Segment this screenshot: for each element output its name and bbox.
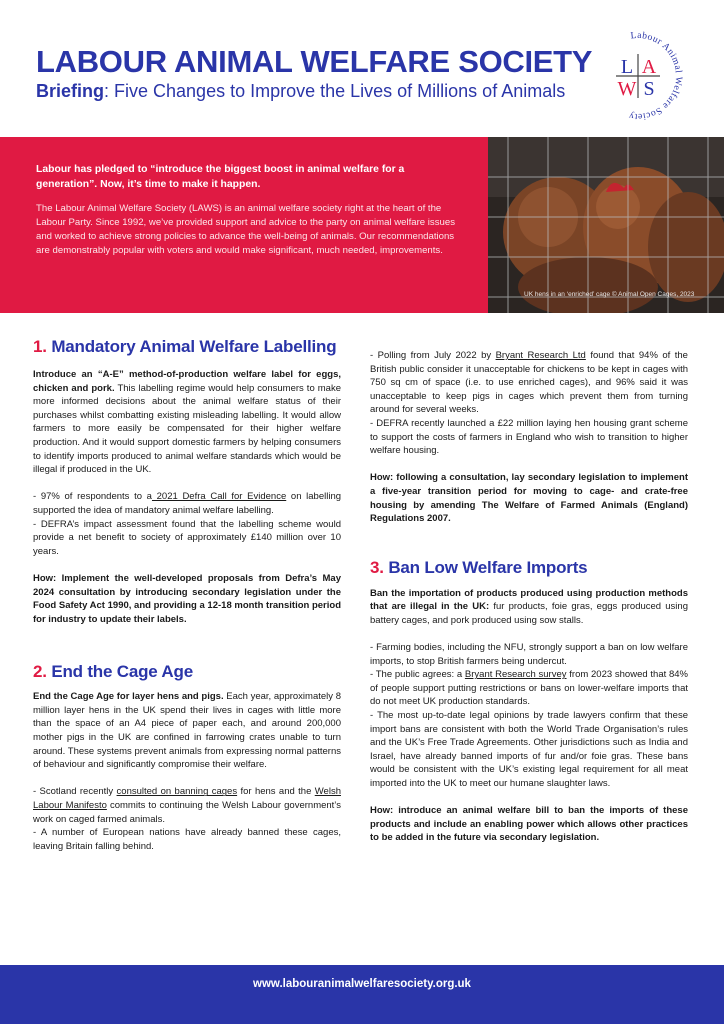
section-3-title (370, 558, 688, 578)
intro-lead: Labour has pledged to “introduce the biggest boost in animal welfare for a generation”. Now, it’s time to make it happen. (36, 164, 405, 190)
photo-caption: UK hens in an ‘enriched’ cage © Animal Open Cages, 2023 (524, 291, 695, 298)
section-2-intro-bold: End the Cage Age for layer hens and pigs. (33, 691, 224, 703)
right-column (370, 349, 688, 845)
scotland-consultation-link[interactable]: consulted on banning cages (116, 786, 238, 798)
section-3-bullet-3: - The most up-to-date legal opinions by trade lawyers confirm that these import bans are consistent with both the World Trade Organisation’s rules and the UK’s Free Trade Agreements. Other jurisdictions such as India and Israel, have already banned imports of fur and/or foie gras. These bans would be consistent with the UK’s existing legal requirement for all meat imported into the UK to meet our humane slaughter laws. (370, 710, 688, 790)
section-3-how: How: introduce an animal welfare bill to ban the imports of these products and include an enabling power which allows other practices to be added in the future via secondary legislation. (370, 805, 688, 844)
section-1-bullet-2: - DEFRA’s impact assessment found that the labelling scheme would provide a net benefit to society of approximately £140 million over 10 years. (33, 518, 341, 557)
section-3-heading: Ban Low Welfare Imports (388, 557, 588, 577)
section-3-number: 3. (370, 557, 384, 577)
section-3-intro-rest: fur products, foie gras, eggs produced using battery cages, and pork produced using sow stalls. (370, 601, 688, 626)
section-2-heading: End the Cage Age (51, 662, 193, 682)
section-1-title (33, 337, 341, 357)
section-1-number: 1. (33, 337, 47, 356)
section-3-intro-bold: Ban the importation of products produced using production methods that are illegal in the UK: (370, 587, 688, 613)
footer-bar (0, 965, 724, 1024)
section-2-title (33, 662, 341, 682)
defra-call-for-evidence-link[interactable]: 2021 Defra Call for Evidence (151, 491, 287, 503)
section-2-bullet-1: - Scotland recently consulted on banning cages for hens and the Welsh Labour Manifesto commits to continuing the Welsh Labour government’s work on caged farmed animals. (33, 786, 341, 825)
section-2-how: How: following a consultation, lay secondary legislation to implement a five-year transition period for moving to cage- and crate-free housing by amending The Welfare of Farmed Animals (England) Regulations 2007. (370, 472, 688, 525)
welsh-labour-manifesto-link[interactable]: Welsh Labour Manifesto (33, 786, 341, 812)
section-3-bullet-1: - Farming bodies, including the NFU, strongly support a ban on low welfare imports, to stop British farmers being undercut. (370, 642, 688, 667)
section-2-bullet-4: - DEFRA recently launched a £22 million laying hen housing grant scheme to support the costs of farmers in England who wish to transition to higher welfare housing. (370, 417, 688, 457)
section-3-intro (370, 587, 688, 628)
section-1-intro-rest: This labelling regime would help consumers to make more informed decisions about the animal welfare status of their purchases whilst combatting existing misleading labelling. It would allow farmers to more easily be compensated for their higher welfare production. And it would support domestic farmers by helping consumers to identify imports produced to animal welfare standards which would be illegal if produced in the UK. (33, 382, 342, 476)
svg-text:L: L (620, 56, 634, 78)
bryant-research-survey-link[interactable]: Bryant Research survey (464, 669, 567, 681)
section-2-number: 2. (33, 662, 47, 682)
section-1-how: How: Implement the well-developed proposals from Defra’s May 2024 consultation by introducing secondary legislation under the Food Safety Act 1990, and providing a 12-18 month transition period for industry to update their labels. (33, 572, 341, 625)
caged-hens-photo (488, 137, 724, 313)
bryant-research-ltd-link[interactable]: Bryant Research Ltd (495, 350, 586, 361)
section-2-bullet-3: - Polling from July 2022 by Bryant Research Ltd found that 94% of the British public consider it unacceptable for chickens to be kept in cages with 750 sq cm of space (i.e. to use enriched cages), and 96% said it was unacceptable to keep pigs in cages which prevent them from turning around for several weeks. (370, 350, 688, 416)
section-1-intro-bold: Introduce an “A-E” method-of-production welfare label for eggs, chicken and pork. (33, 369, 341, 394)
section-1-intro (33, 368, 341, 477)
svg-text:S: S (643, 78, 655, 100)
svg-text:W: W (617, 78, 637, 100)
section-2-intro (33, 690, 341, 772)
subtitle-text: : Five Changes to Improve the Lives of Millions of Animals (104, 81, 566, 101)
intro-text (36, 163, 466, 258)
section-1-heading: Mandatory Animal Welfare Labelling (51, 337, 337, 356)
laws-logo (590, 28, 686, 124)
left-column (33, 337, 341, 853)
subtitle-label: Briefing (36, 81, 105, 101)
section-1-bullet-1: - 97% of respondents to a 2021 Defra Call for Evidence on labelling supported the idea of mandatory animal welfare labelling. (33, 491, 342, 516)
page-title: LABOUR ANIMAL WELFARE SOCIETY (36, 44, 593, 79)
svg-text:A: A (641, 56, 657, 78)
section-2-intro-rest: Each year, approximately 8 million layer hens in the UK spend their lives in cages with little more than the space of an A4 piece of paper each, and around 200,000 mother pigs in the UK are confined in farrowing crates unable to turn around. These systems prevent animals from expressing normal patterns of behaviour and significantly compromise their welfare. (33, 691, 341, 771)
intro-body: The Labour Animal Welfare Society (LAWS) is an animal welfare society right at the heart of the Labour Party. Since 1992, we’ve provided support and advice to the party on animal welfare issues and worked to achieve strong policies to advance the well-being of animals. Our recommendations are demonstrably popular with voters and would make significant, much needed, improvements. (36, 203, 455, 256)
page-subtitle (36, 81, 565, 102)
logo-ring-text: Labour Animal Welfare Society (627, 30, 684, 122)
section-2-bullet-2: - A number of European nations have already banned these cages, leaving Britain falling behind. (33, 827, 341, 852)
section-3-bullet-2: - The public agrees: a Bryant Research survey from 2023 showed that 84% of people support putting restrictions or bans on lower-welfare imports that do not meet UK production standards. (370, 669, 689, 708)
header (0, 0, 724, 132)
website-link[interactable]: www.labouranimalwelfaresociety.org.uk (253, 978, 471, 990)
